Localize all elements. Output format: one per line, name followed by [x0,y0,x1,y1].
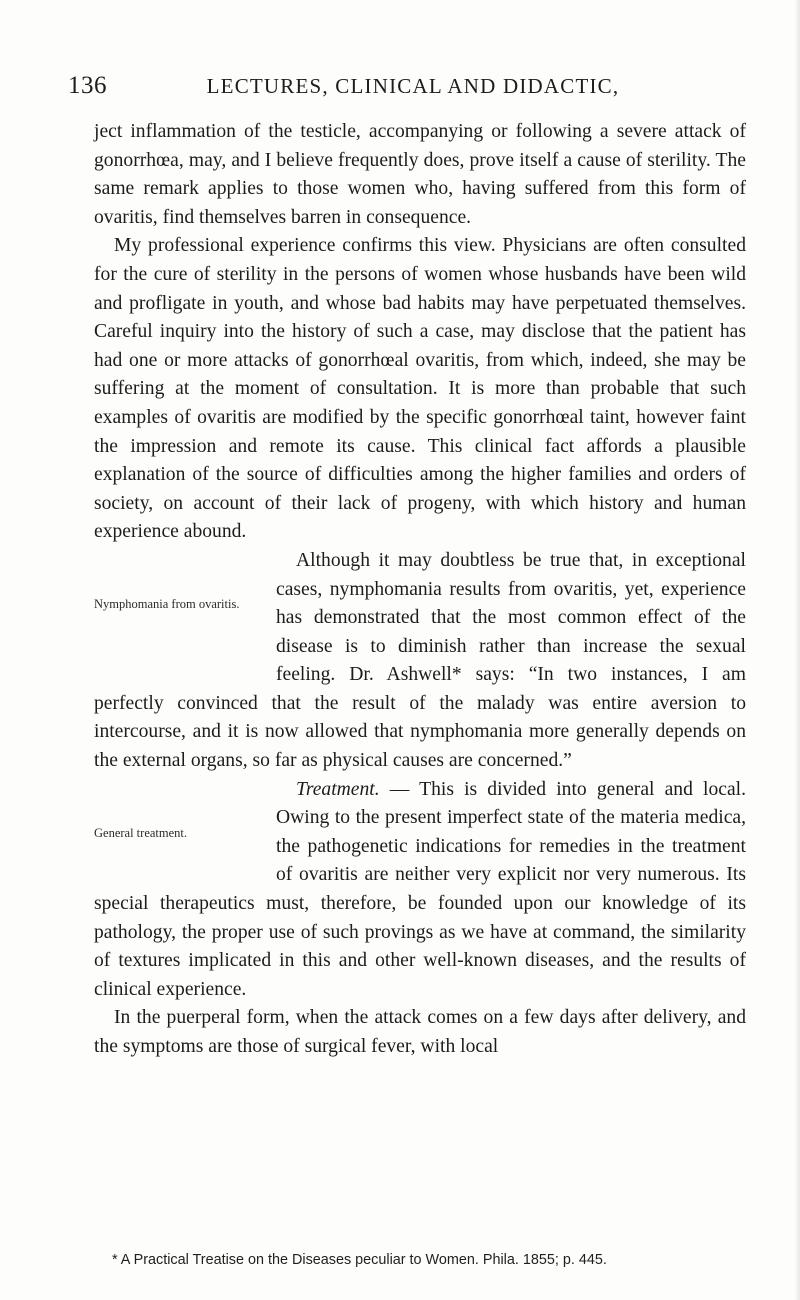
paragraph-4-text: — This is divided into general and local. Owing to the present imperfect state of the materia medica, the pathogenetic indications for remedies in the treatment of ovaritis are neither very explicit nor very numerous. Its special therapeutics must, therefore, be founded upon our knowledge of its pathology, the proper use of such provings as we have at command, the similarity of textures implicated in this and other well-known diseases, and the results of clinical experience. [94,778,746,1000]
page-edge-shadow [794,0,800,1300]
treatment-heading: Treatment. [296,778,380,800]
paragraph-4 [94,776,746,1005]
page-header [68,72,758,108]
sidenote-general-treatment: General treatment. [94,825,188,840]
paragraph-3 [94,547,746,776]
paragraph-1: ject inflammation of the testicle, accompanying or following a severe attack of gonorrhœa, may, and I believe frequently does, prove itself a cause of sterility. The same remark applies to those women who, having suffered from this form of ovaritis, find themselves barren in consequence. [94,121,746,228]
sidenote-nymphomania: Nymphomania from ovaritis. [94,596,240,611]
paragraph-3-text: Although it may doubtless be true that, in exceptional cases, nymphomania results from ovaritis, yet, experience has demonstrated that the most common effect of the disease is to diminish rather than increase the sexual feeling. Dr. Ashwell* says: “In two instances, I am perfectly convinced that the result of the malady was entire aversion to intercourse, and it is now allowed that nymphomania more generally depends on the external organs, so far as physical causes are concerned.” [94,549,746,772]
paragraph-2: My professional experience confirms this view. Physicians are often consulted for the cure of sterility in the persons of women whose husbands have been wild and profligate in youth, and whose bad habits may have perpetuated themselves. Careful inquiry into the history of such a case, may disclose that the patient has had one or more attacks of gonorrhœal ovaritis, from which, indeed, she may be suffering at the moment of consultation. It is more than probable that such examples of ovaritis are modified by the specific gonorrhœal taint, however faint the impression and remote its cause. This clinical fact affords a plausible explanation of the source of difficulties among the higher families and orders of society, on account of their lack of progeny, with which history and human experience abound. [94,235,746,543]
running-head: LECTURES, CLINICAL AND DIDACTIC, [206,74,620,98]
footnote: * A Practical Treatise on the Diseases peculiar to Women. Phila. 1855; p. 445. [112,1252,607,1268]
body-text [94,118,746,1062]
paragraph-5: In the puerperal form, when the attack comes on a few days after delivery, and the symptoms are those of surgical fever, with local [94,1007,746,1057]
page-number: 136 [68,72,107,99]
